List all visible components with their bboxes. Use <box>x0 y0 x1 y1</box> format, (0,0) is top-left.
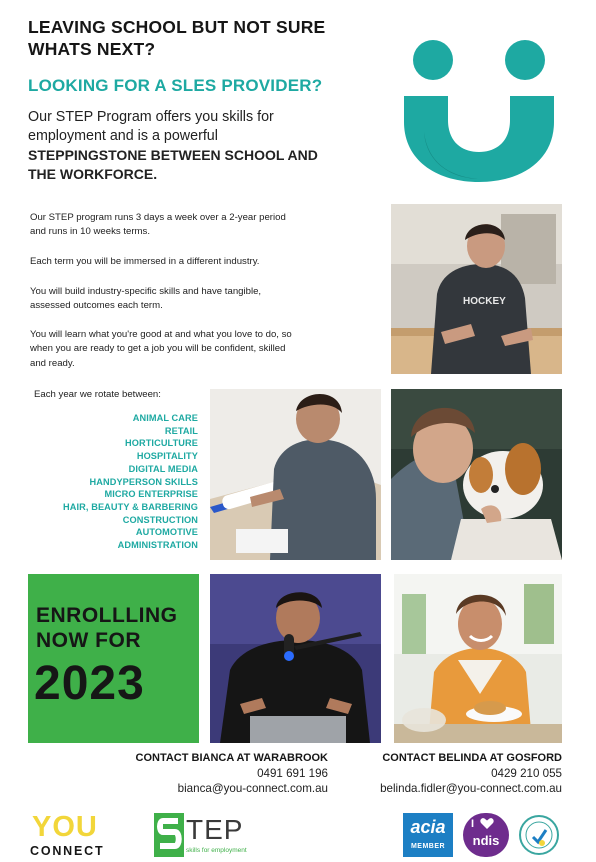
photo-hospitality-cafe <box>394 574 562 743</box>
you-connect-logo-icon <box>398 36 560 184</box>
subject-item: HOSPITALITY <box>136 451 198 462</box>
ndis-text: ndis <box>472 833 500 848</box>
intro-paragraph <box>28 108 378 184</box>
photo-handyperson-painting <box>210 389 381 560</box>
contact-warabrook <box>100 751 328 796</box>
hoodie-print: HOCKEY <box>463 296 506 307</box>
intro-line-2: employment and is a powerful <box>28 128 218 144</box>
acia-member-label: MEMBER <box>410 843 446 850</box>
text-line: and runs in 10 weeks terms. <box>30 226 150 238</box>
text-line: You will learn what you're good at and what you love to do, so <box>30 329 292 340</box>
step-word: TEP <box>186 814 244 845</box>
contact-name: CONTACT BELINDA AT GOSFORD <box>382 752 562 764</box>
contact-gosford <box>340 751 562 796</box>
photo-digital-media-podcaster <box>210 574 381 743</box>
subtitle: LOOKING FOR A SLES PROVIDER? <box>28 76 323 95</box>
title-line-1: LEAVING SCHOOL BUT NOT SURE <box>28 17 326 37</box>
connect-word: CONNECT <box>30 844 105 858</box>
enroll-line-2: NOW FOR <box>36 629 141 652</box>
acia-member-badge <box>403 813 453 857</box>
paragraph-outcome <box>30 328 380 371</box>
text-line: and ready. <box>30 357 75 369</box>
enroll-line-1: ENROLLLING <box>36 604 178 627</box>
subject-item: MICRO ENTERPRISE <box>104 489 198 500</box>
contact-email[interactable]: bianca@you-connect.com.au <box>177 782 328 795</box>
text-line: You will build industry-specific skills and have tangible, <box>30 286 262 297</box>
subject-item: HAIR, BEAUTY & BARBERING <box>63 501 198 512</box>
registered-charity-seal <box>518 813 560 857</box>
subject-item: RETAIL <box>164 425 198 436</box>
contact-name: CONTACT BIANCA AT WARABROOK <box>135 752 328 764</box>
page-title <box>28 16 388 60</box>
subject-item: HANDYPERSON SKILLS <box>89 476 198 487</box>
you-letters: YOU <box>32 811 98 843</box>
subject-item: HORTICULTURE <box>125 438 198 449</box>
rotate-heading: Each year we rotate between: <box>34 389 161 400</box>
text-line: Our STEP program runs 3 days a week over a 2-year period <box>30 212 286 223</box>
intro-line-1: Our STEP Program offers you skills for <box>28 109 274 125</box>
acia-text: acia <box>410 817 446 837</box>
subject-item: AUTOMOTIVE <box>135 527 198 538</box>
contact-email[interactable]: belinda.fidler@you-connect.com.au <box>380 782 562 795</box>
contact-phone[interactable]: 0429 210 055 <box>491 767 562 780</box>
contact-phone[interactable]: 0491 691 196 <box>257 767 328 780</box>
step-tagline: skills for employment <box>186 847 247 854</box>
text-line: assessed outcomes each term. <box>30 300 163 312</box>
step-s-block-icon <box>154 813 184 857</box>
paragraph-skills <box>30 285 380 314</box>
subject-item: DIGITAL MEDIA <box>128 463 198 474</box>
photo-animal-care-puppy <box>391 389 562 560</box>
step-logo <box>154 813 266 857</box>
enrolling-banner <box>28 574 199 743</box>
paragraph-program-length <box>30 211 380 240</box>
photo-woodworking-student <box>391 204 562 374</box>
intro-bold-line-1: STEPPINGSTONE BETWEEN SCHOOL AND <box>28 147 318 163</box>
text-line: when you are ready to get a job you will be confident, skilled <box>30 343 286 355</box>
subject-item: ANIMAL CARE <box>132 413 198 423</box>
enroll-year: 2023 <box>34 657 145 710</box>
you-connect-footer-logo <box>30 812 130 858</box>
ndis-i: I <box>471 818 475 830</box>
subject-item: ADMINISTRATION <box>117 540 198 551</box>
title-line-2: WHATS NEXT? <box>28 39 156 59</box>
paragraph-industry: Each term you will be immersed in a different industry. <box>30 256 260 267</box>
ndis-badge <box>463 813 509 857</box>
subject-list <box>30 412 198 552</box>
subject-item: CONSTRUCTION <box>122 514 198 525</box>
intro-bold-line-2: THE WORKFORCE. <box>28 166 158 182</box>
